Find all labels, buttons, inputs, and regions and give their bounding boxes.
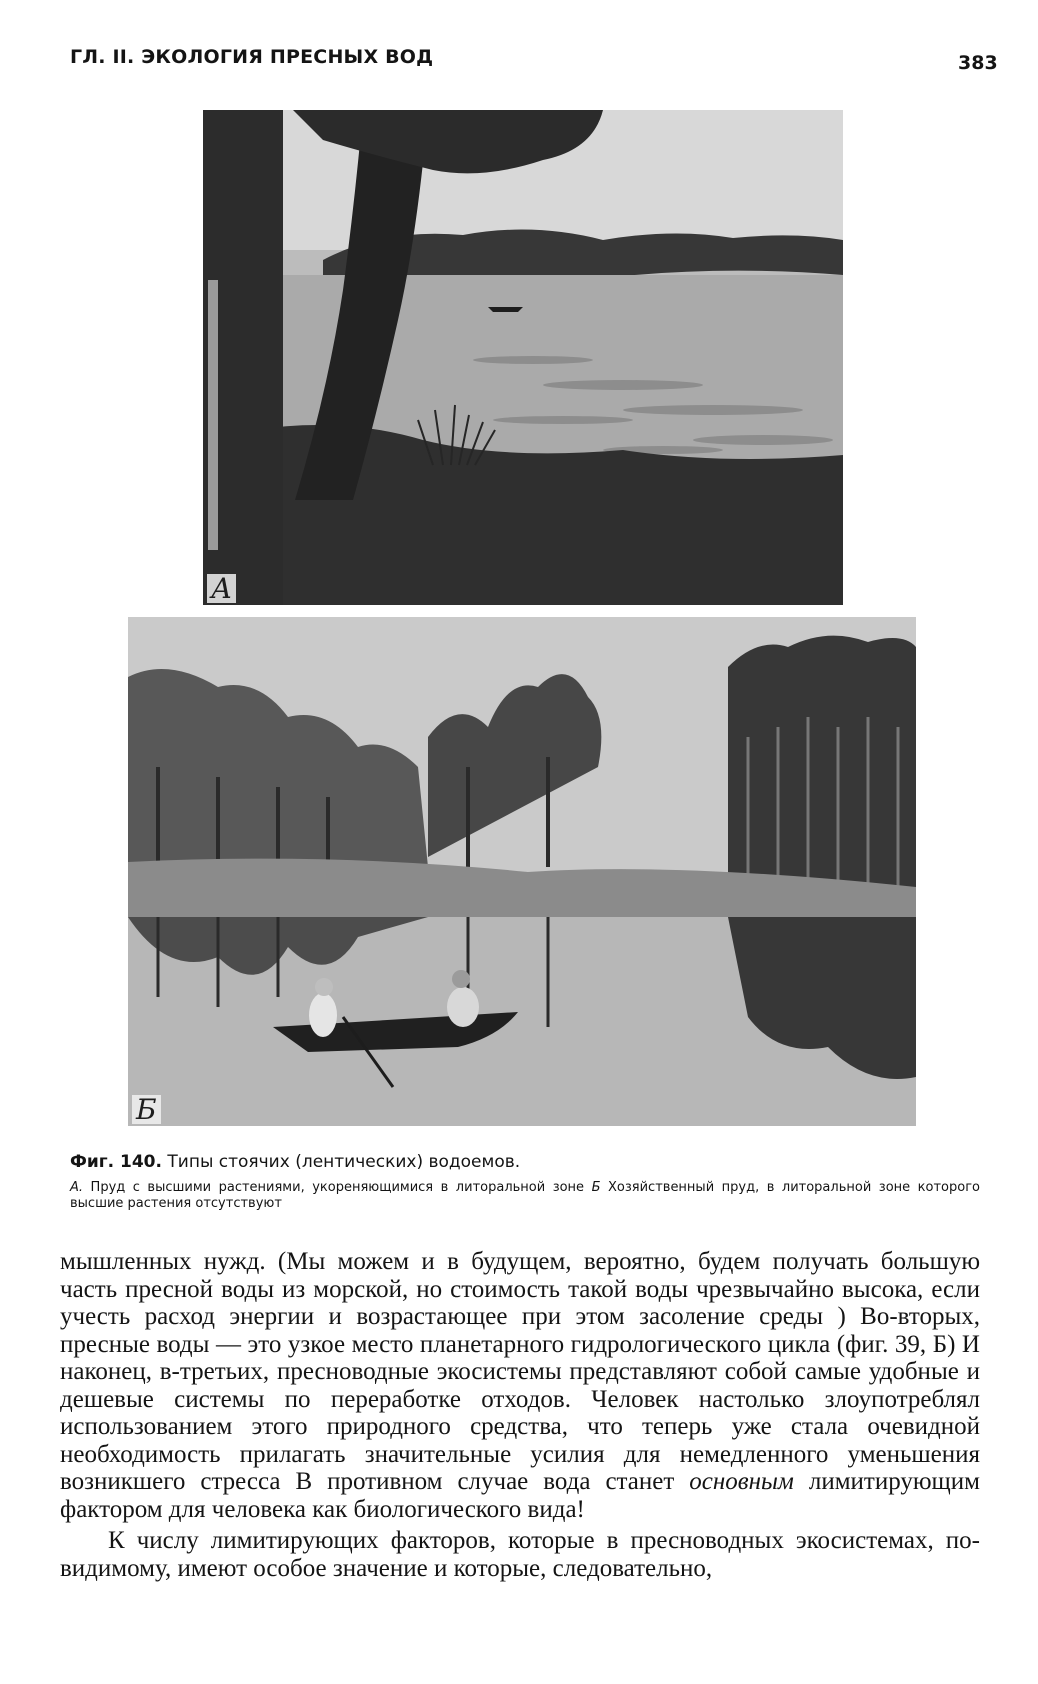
legend-a-label: А. bbox=[70, 1180, 84, 1195]
running-head: ГЛ. II. ЭКОЛОГИЯ ПРЕСНЫХ ВОД bbox=[70, 46, 434, 68]
figure-title bbox=[70, 1150, 980, 1174]
photo-a-pond-with-plants bbox=[203, 110, 843, 605]
photo-a-image bbox=[203, 110, 843, 605]
paragraph-1-italic: основным bbox=[689, 1468, 794, 1495]
photo-b-image bbox=[128, 617, 916, 1126]
figure-legend bbox=[70, 1180, 980, 1212]
body-text bbox=[60, 1248, 980, 1582]
figure-number: Фиг. 140. bbox=[70, 1152, 162, 1172]
paragraph-1-text-end: лимитирующим фактором для человека как биологического вида! bbox=[60, 1468, 980, 1523]
photo-a-letter: А bbox=[207, 574, 236, 603]
figure-title-text: Типы стоячих (лентических) водоемов. bbox=[167, 1152, 521, 1172]
legend-a-text: Пруд с высшими растениями, укореняющимися в литоральной зоне bbox=[90, 1180, 585, 1195]
page-number: 383 bbox=[958, 52, 998, 74]
photo-b-farm-pond bbox=[128, 617, 916, 1126]
legend-b-label: Б bbox=[591, 1180, 601, 1195]
paragraph-1 bbox=[60, 1248, 980, 1523]
figure-caption bbox=[70, 1150, 980, 1212]
legend-b-text: Хозяйственный пруд, в литоральной зоне которого высшие растения отсутствуют bbox=[70, 1180, 980, 1211]
paragraph-2: К числу лимитирующих факторов, которые в пресноводных экосистемах, по-видимому, имеют особое значение и которые, следовательно, bbox=[60, 1527, 980, 1582]
paragraph-1-text: мышленных нужд. (Мы можем и в будущем, вероятно, будем получать большую часть пресной воды из морской, но стоимость такой воды чрезвычайно высока, если учесть расход энергии и возрастающее при этом засоление среды ) Во-вторых, пресные воды — это узкое место планетарного гидрологического цикла (фиг. 39, Б) И наконец, в-третьих, пресноводные экосистемы представляют собой самые удобные и дешевые системы по переработке отходов. Человек настолько злоупотреблял использованием этого природного средства, что теперь уже стала очевидной необходимость прилагать значительные усилия для немедленного уменьшения возникшего стресса В противном случае вода станет bbox=[60, 1248, 980, 1495]
photo-b-letter: Б bbox=[132, 1095, 161, 1124]
